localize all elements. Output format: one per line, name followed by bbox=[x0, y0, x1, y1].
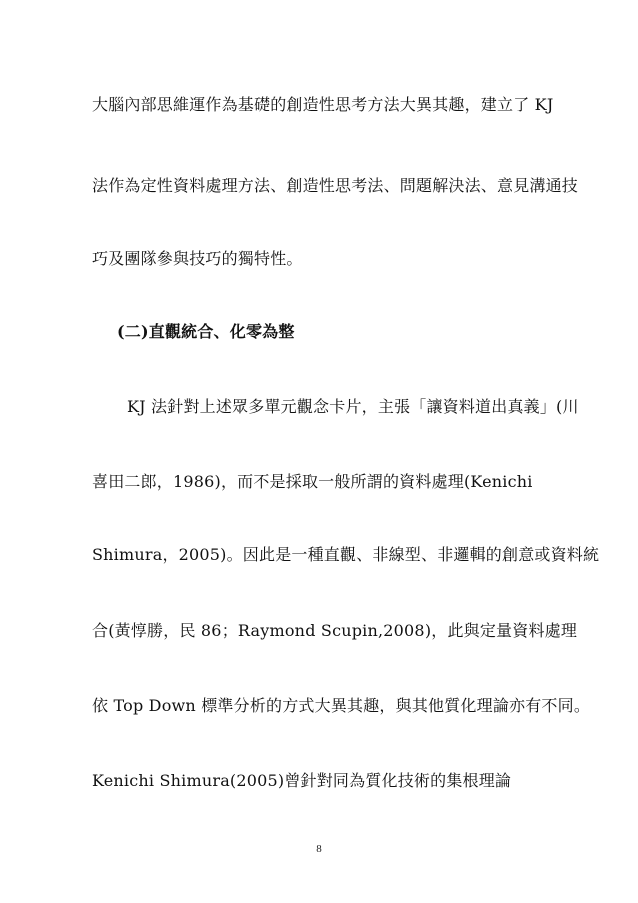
body-text-line: 巧及團隊參與技巧的獨特性。 bbox=[92, 249, 303, 268]
body-text-line: 大腦內部思維運作為基礎的創造性思考方法大異其趣，建立了 KJ bbox=[92, 95, 554, 114]
body-text-line: Shimura，2005)。因此是一種直觀、非線型、非邏輯的創意或資料統 bbox=[92, 545, 600, 564]
body-text-line: 法作為定性資料處理方法、創造性思考法、問題解決法、意見溝通技 bbox=[92, 176, 579, 195]
page-number: 8 bbox=[316, 843, 322, 855]
body-text-line: 喜田二郎，1986)，而不是採取一般所謂的資料處理(Kenichi bbox=[92, 472, 533, 491]
body-text-line: 合(黃惇勝，民 86；Raymond Scupin,2008)，此與定量資料處理 bbox=[92, 621, 578, 640]
body-text-line: KJ 法針對上述眾多單元觀念卡片，主張「讓資料道出真義」(川 bbox=[127, 397, 579, 416]
body-text-line: 依 Top Down 標準分析的方式大異其趣，與其他質化理論亦有不同。 bbox=[92, 696, 591, 715]
body-text-line: Kenichi Shimura(2005)曾針對同為質化技術的集根理論 bbox=[92, 771, 512, 790]
section-heading: (二)直觀統合、化零為整 bbox=[117, 322, 295, 341]
